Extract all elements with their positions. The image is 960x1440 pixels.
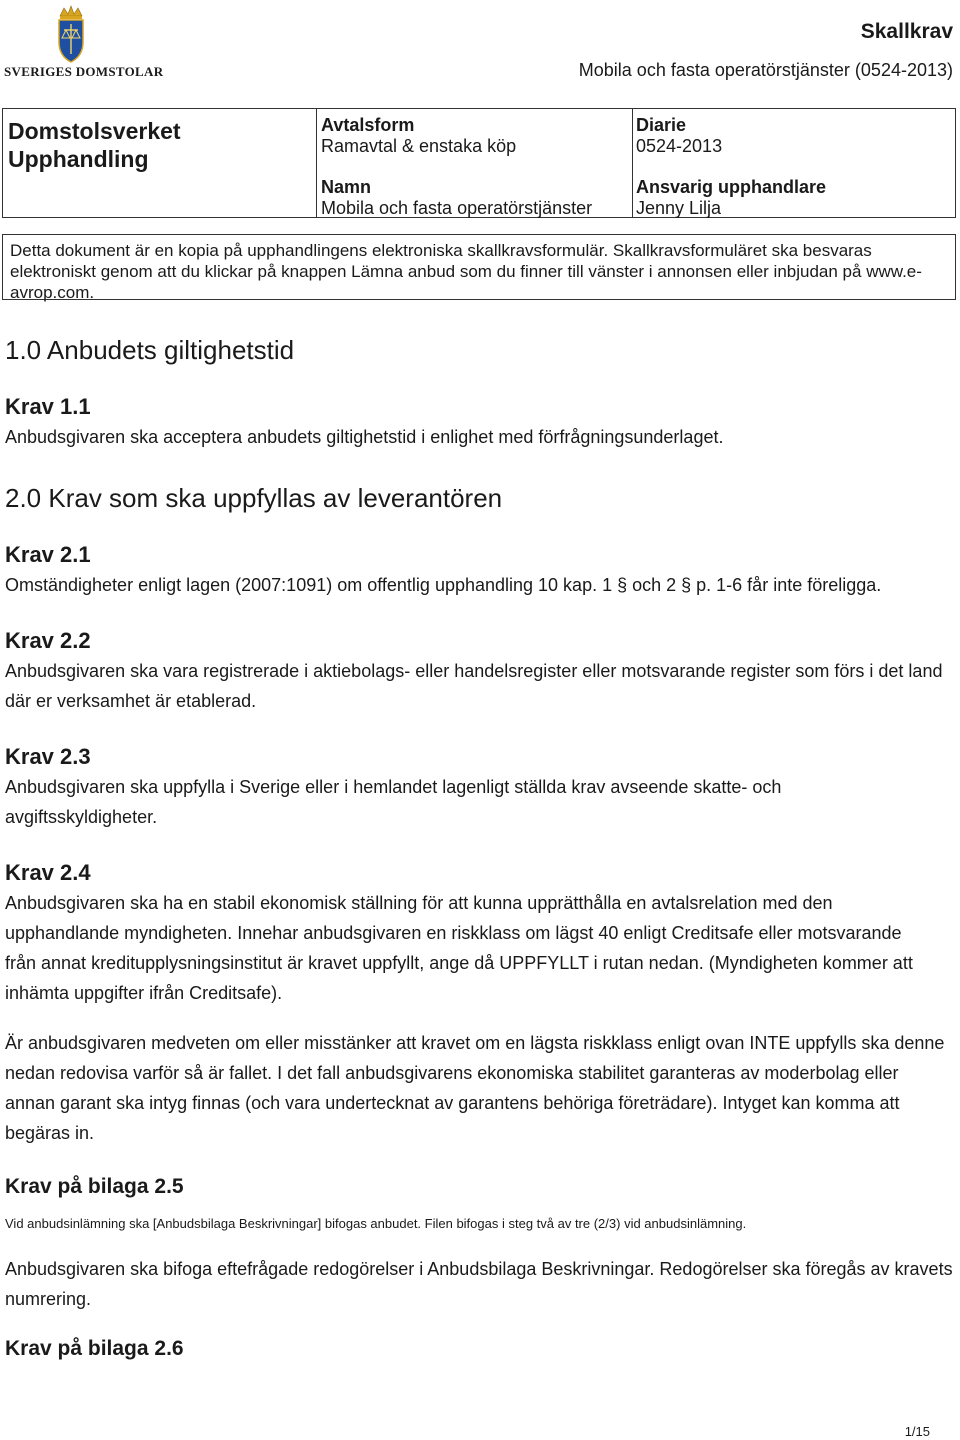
- document-body: [5, 330, 955, 1364]
- page-number: 1/15: [904, 1424, 930, 1439]
- krav-title: Krav 2.2: [5, 628, 91, 653]
- krav-title: Krav 2.1: [5, 542, 91, 567]
- krav-text: Anbudsgivaren ska uppfylla i Sverige eller i hemlandet lagenligt ställda krav avseende skatte- och avgiftsskyldigheter.: [5, 777, 782, 827]
- section-title: 1.0 Anbudets giltighetstid: [5, 335, 295, 365]
- namn-cell: [321, 177, 592, 219]
- diarie-value: 0524-2013: [636, 136, 723, 156]
- section-title: 2.0 Krav som ska uppfyllas av leverantören: [5, 483, 503, 513]
- diarie-label: Diarie: [636, 115, 687, 135]
- krav-title: Krav 1.1: [5, 394, 91, 419]
- krav-instruction: Vid anbudsinlämning ska [Anbudsbilaga Beskrivningar] bifogas anbudet. Filen bifogas i steg två av tre (2/3) vid anbudsinlämning.: [5, 1216, 747, 1231]
- krav-title: Krav 2.4: [5, 860, 91, 885]
- table-divider: [632, 109, 633, 217]
- organization-line-2: Upphandling: [8, 146, 149, 172]
- avtalsform-value: Ramavtal & enstaka köp: [321, 136, 517, 156]
- ansvarig-value: Jenny Lilja: [636, 198, 722, 218]
- organization-name: [8, 117, 181, 173]
- krav-text: Är anbudsgivaren medveten om eller misstänker att kravet om en lägsta riskklass enligt ovan INTE uppfylls ska denne nedan redovisa varför så är fallet. I det fall anbudsgivarens ekonomiska stabilitet garanteras av moderbolag eller annan garant ska intyg finnas (och vara undertecknat av garantens behöriga företrädare). Intyget kan komma att begäras in.: [5, 1033, 945, 1143]
- krav-text: Omständigheter enligt lagen (2007:1091) om offentlig upphandling 10 kap. 1 § och 2 § p. 1-6 får inte föreligga.: [5, 575, 882, 595]
- table-divider: [316, 109, 317, 217]
- avtalsform-label: Avtalsform: [321, 115, 415, 135]
- krav-title: Krav på bilaga 2.6: [5, 1337, 184, 1360]
- ansvarig-label: Ansvarig upphandlare: [636, 177, 827, 197]
- krav-text: Anbudsgivaren ska bifoga eftefrågade redogörelser i Anbudsbilaga Beskrivningar. Redogörelser ska föregås av kravets numrering.: [5, 1259, 953, 1309]
- krav-text: Anbudsgivaren ska ha en stabil ekonomisk ställning för att kunna upprätthålla en avtalsrelation med den upphandlande myndigheten. Innehar anbudsgivaren en riskklass om lägst 40 enligt Creditsafe eller motsvarande från annat kreditupplysningsinstitut är kravet uppfyllt, ange då UPPFYLLT i rutan nedan. (Myndigheten kommer att inhämta uppgifter ifrån Creditsafe).: [5, 893, 913, 1003]
- document-type: Skallkrav: [860, 20, 953, 43]
- avtalsform-cell: [321, 115, 516, 157]
- ansvarig-cell: [636, 177, 826, 219]
- namn-label: Namn: [321, 177, 372, 197]
- krav-text: Anbudsgivaren ska vara registrerade i aktiebolags- eller handelsregister eller motsvarande register som förs i det land där er verksamhet är etablerad.: [5, 661, 943, 711]
- krav-title: Krav 2.3: [5, 744, 91, 769]
- notice-box: Detta dokument är en kopia på upphandlingens elektroniska skallkravsformulär. Skallkravsformuläret ska besvaras elektroniskt genom att du klickar på knappen Lämna anbud som du finner till vänster i annonsen eller inbjudan på www.e-avrop.com.: [2, 234, 956, 300]
- namn-value: Mobila och fasta operatörstjänster: [321, 198, 593, 218]
- diarie-cell: [636, 115, 722, 157]
- organization-line-1: Domstolsverket: [8, 118, 181, 144]
- document-subtitle: Mobila och fasta operatörstjänster (0524-2013): [578, 60, 953, 80]
- procurement-info-table: [2, 108, 956, 218]
- krav-title: Krav på bilaga 2.5: [5, 1175, 184, 1198]
- logo-text: SVERIGES DOMSTOLAR: [4, 64, 164, 79]
- krav-text: Anbudsgivaren ska acceptera anbudets giltighetstid i enlighet med förfrågningsunderlaget.: [5, 427, 724, 447]
